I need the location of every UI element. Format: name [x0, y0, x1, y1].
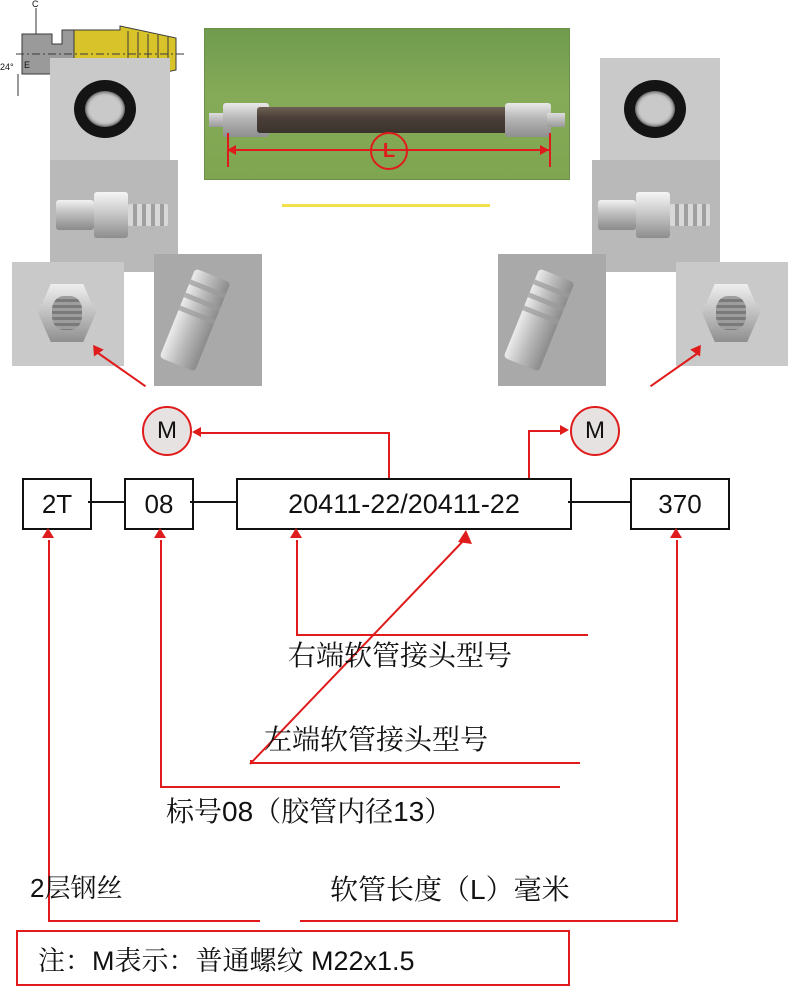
fitting-nipple-right: [598, 200, 636, 230]
label-hose-length: 软管长度（L）毫米: [330, 874, 570, 905]
fitting-photo-right: [592, 160, 720, 272]
nipple-closeup-photo-left: [154, 254, 262, 386]
leader-layers-underline: [48, 920, 260, 922]
leader-layers-arrow-icon: [42, 528, 54, 538]
length-symbol-badge: L: [370, 132, 408, 170]
code-connector-2: [190, 501, 236, 503]
nipple-left: [159, 268, 230, 371]
leader-length-arrow-icon: [670, 528, 682, 538]
svg-text:E: E: [24, 60, 31, 70]
leader-size-underline: [160, 786, 560, 788]
label-size-mark: 标号08（胶管内径13）: [166, 796, 453, 827]
code-box-model: 20411-22/20411-22: [236, 478, 572, 530]
leader-m-right-vertical: [528, 430, 530, 480]
length-dimension-tick-right: [549, 133, 551, 167]
note-text: 注：M表示：普通螺纹 M22x1.5: [38, 945, 415, 976]
label-steel-layers: 2层钢丝: [30, 873, 123, 903]
svg-text:24°: 24°: [0, 62, 14, 72]
leader-length-underline: [300, 920, 678, 922]
leader-m-right-horizontal: [528, 430, 564, 432]
leader-length-vertical: [676, 540, 678, 922]
hose-body: [257, 107, 515, 133]
nipple-closeup-photo-right: [498, 254, 606, 386]
nut-thread-bore-left: [52, 296, 82, 330]
label-right-fitting-model: 右端软管接头型号: [288, 640, 513, 671]
leader-m-left-arrow-icon: [192, 427, 201, 437]
nut-closeup-photo-left: [12, 262, 124, 366]
leader-layers-vertical: [48, 540, 50, 922]
fitting-barb-left: [128, 204, 168, 226]
code-box-size: 08: [124, 478, 194, 530]
fitting-hexnut-right: [636, 192, 670, 238]
tech-drawing-highlight-bar: [282, 204, 490, 207]
nut-thread-bore-right: [716, 296, 746, 330]
oring-photo-right: [600, 58, 720, 162]
hose-ferrule-right: [505, 103, 551, 137]
leader-size-arrow-icon: [154, 528, 166, 538]
leader-m-right-arrow-icon: [560, 425, 569, 435]
nipple-right: [503, 268, 574, 371]
leader-nut-right: [650, 352, 699, 387]
leader-m-left-vertical: [388, 434, 390, 478]
leader-size-vertical: [160, 540, 162, 788]
note-box: [16, 930, 570, 986]
thread-marker-left: M: [142, 406, 192, 456]
fitting-hexnut-left: [94, 192, 128, 238]
code-box-length: 370: [630, 478, 730, 530]
oring-right: [624, 80, 686, 138]
fitting-nipple-left: [56, 200, 94, 230]
thread-marker-right: M: [570, 406, 620, 456]
nut-right: [702, 284, 760, 342]
nut-left: [38, 284, 96, 342]
hose-stem-right: [547, 113, 565, 127]
length-arrow-left-icon: [227, 145, 236, 155]
label-left-fitting-model: 左端软管接头型号: [264, 724, 489, 755]
oring-photo-left: [50, 58, 170, 162]
code-connector-1: [88, 501, 124, 503]
code-connector-3: [568, 501, 630, 503]
length-arrow-right-icon: [540, 145, 549, 155]
leader-m-left-horizontal: [200, 432, 390, 434]
code-box-layers: 2T: [22, 478, 92, 530]
svg-text:C: C: [32, 0, 39, 9]
fitting-barb-right: [670, 204, 710, 226]
oring-left: [74, 80, 136, 138]
